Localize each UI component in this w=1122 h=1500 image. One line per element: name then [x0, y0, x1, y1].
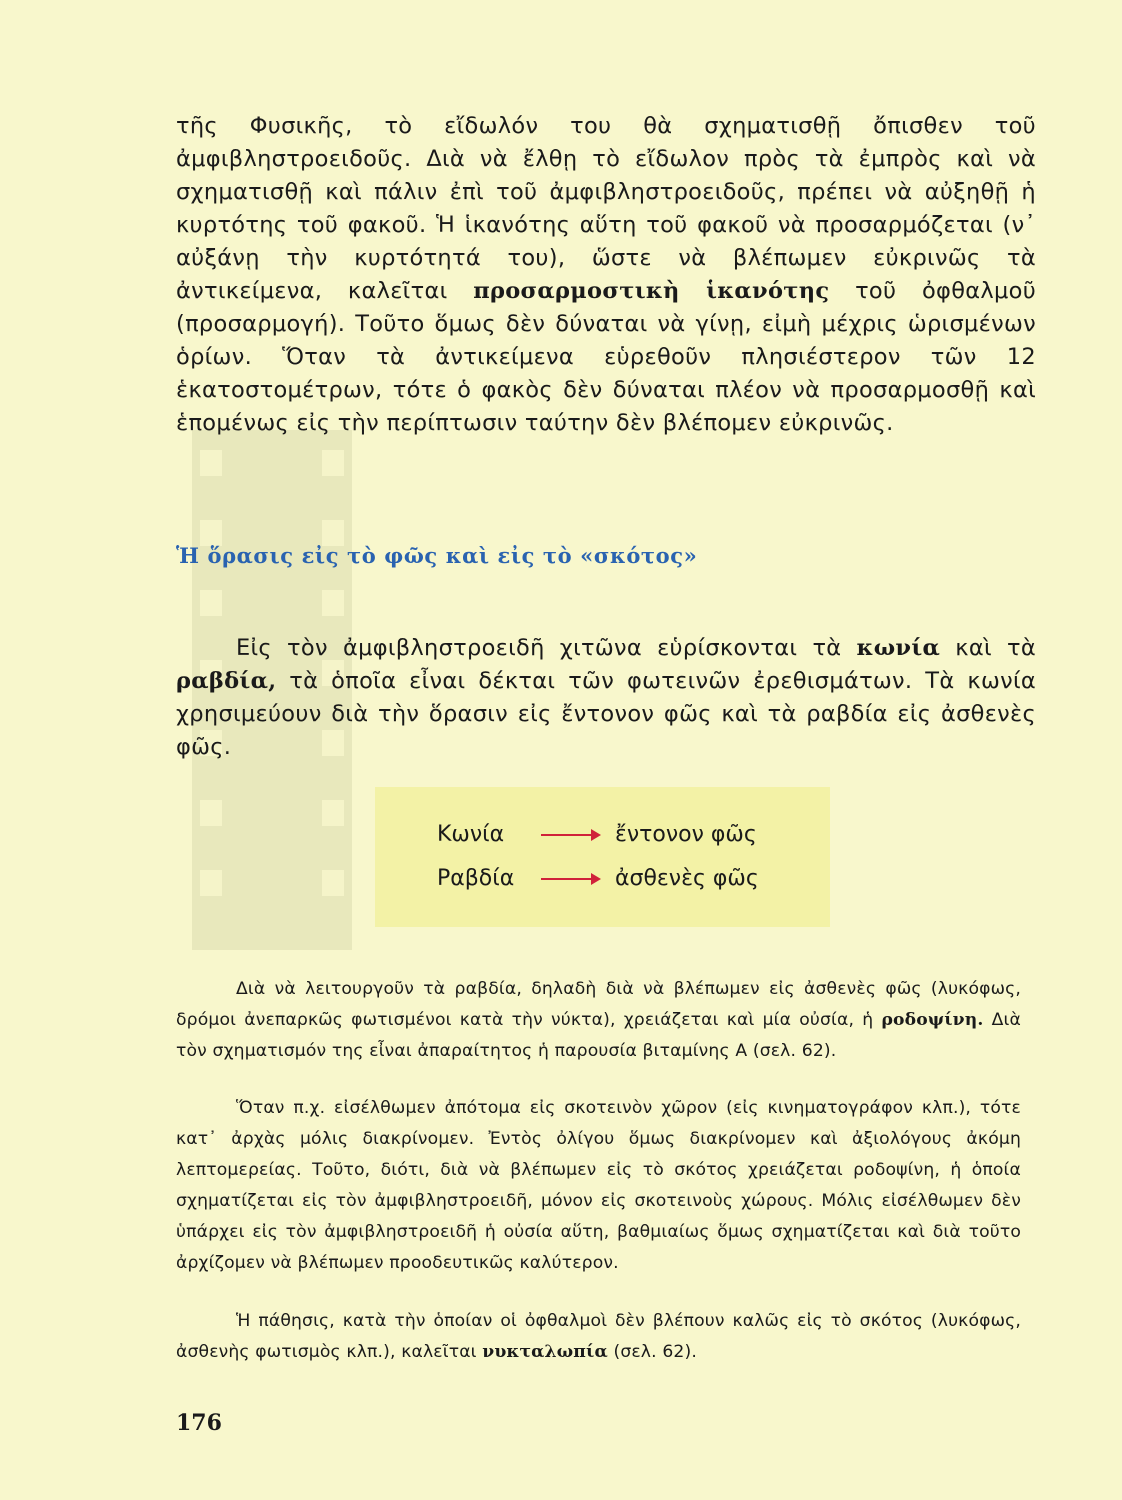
- scheme-term: Ραβδία: [437, 866, 515, 891]
- note-dark-adaptation: Ὅταν π.χ. εἰσέλθωμεν ἀπότομα εἰς σκοτεινὸν χῶρον (εἰς κινηματογράφον κλπ.), τότε κατ᾿ ἀρχὰς μόλις διακρίνομεν. Ἐντὸς ὀλίγου ὅμως διακρίνομεν καὶ ἀξιολόγους ἀκόμη λεπτομερείας. Τοῦτο, διότι, διὰ νὰ βλέπωμεν εἰς τὸ σκότος χρειάζεται ροδοψίνη, ἡ ὁποία σχηματίζεται εἰς τὸν ἀμφιβληστροειδῆ, μόνον εἰς σκοτεινοὺς χώρους. Μόλις εἰσέλθωμεν δὲν ὑπάρχει εἰς τὸν ἀμφιβληστροειδῆ ἡ οὐσία αὕτη, βαθμιαίως ὅμως σχηματίζεται καὶ διὰ τοῦτο ἀρχίζομεν νὰ βλέπωμεν προοδευτικῶς καλύτερον.: [176, 1098, 1021, 1274]
- note-rhodopsin: [176, 974, 1021, 1067]
- bold-term-cones: κωνία: [856, 634, 941, 661]
- page-number: 176: [176, 1410, 222, 1436]
- note-text: Ἡ πάθησις, κατὰ τὴν ὁποίαν οἱ ὀφθαλμοὶ δὲν βλέπουν καλῶς εἰς τὸ σκότος (λυκόφως, ἀσθενὴς φωτισμὸς κλπ.), καλεῖται: [176, 1311, 1021, 1363]
- note-text: (σελ. 62).: [607, 1342, 697, 1363]
- paragraph-text: τῆς Φυσικῆς, τὸ εἴδωλόν του θὰ σχηματισθῇ ὄπισθεν τοῦ ἀμφιβληστροειδοῦς. Διὰ νὰ ἔλθῃ τὸ εἴδωλον πρὸς τὰ ἐμπρὸς καὶ νὰ σχηματισθῇ καὶ πάλιν ἐπὶ τοῦ ἀμφιβληστροειδοῦς, πρέπει νὰ αὐξηθῇ ἡ κυρτότης τοῦ φακοῦ. Ἡ ἱκανότης αὕτη τοῦ φακοῦ νὰ προσαρμόζεται (ν᾿ αὐξάνῃ τὴν κυρτότητά του), ὥστε νὰ βλέπωμεν εὐκρινῶς τὰ ἀντικείμενα, καλεῖται: [176, 112, 1036, 304]
- note-night-blindness: [176, 1306, 1021, 1368]
- paragraph-text: καὶ τὰ: [940, 634, 1036, 661]
- note-text: Διὰ τὸν σχηματισμόν της εἶναι ἀπαραίτητος ἡ παρουσία βιταμίνης Α (σελ. 62).: [176, 1010, 1021, 1062]
- bold-term-accommodation: προσαρμοστικὴ ἱκανότης: [473, 277, 830, 304]
- arrow-right-icon: [541, 825, 601, 845]
- paragraph-cones-rods: [176, 632, 1036, 764]
- scheme-term: Κωνία: [437, 822, 505, 847]
- paragraph-text: τοῦ ὀφθαλμοῦ (προσαρμογή). Τοῦτο ὅμως δὲν δύναται νὰ γίνῃ, εἰμὴ μέχρις ὡρισμένων ὁρίων. Ὅταν τὰ ἀντικείμενα εὑρεθοῦν πλησιέστερον τῶν 12 ἑκατοστομέτρων, τότε ὁ φακὸς δὲν δύναται πλέον νὰ προσαρμοσθῇ καὶ ἑπομένως εἰς τὴν περίπτωσιν ταύτην δὲν βλέπομεν εὐκρινῶς.: [176, 277, 1037, 436]
- scheme-row: [437, 813, 857, 857]
- section-heading: Ἡ ὅρασις εἰς τὸ φῶς καὶ εἰς τὸ «σκότος»: [176, 543, 698, 568]
- paragraph-text: τὰ ὁποῖα εἶναι δέκται τῶν φωτεινῶν ἐρεθισμάτων. Τὰ κωνία χρησιμεύουν διὰ τὴν ὅρασιν εἰς ἔντονον φῶς καὶ τὰ ραβδία εἰς ἀσθενὲς φῶς.: [176, 667, 1036, 760]
- scheme-result: ἀσθενὲς φῶς: [615, 866, 759, 891]
- bold-term-rhodopsin: ροδοψίνη.: [881, 1010, 984, 1031]
- note-text: Διὰ νὰ λειτουργοῦν τὰ ραβδία, δηλαδὴ διὰ νὰ βλέπωμεν εἰς ἀσθενὲς φῶς (λυκόφως, δρόμοι ἀνεπαρκῶς φωτισμένοι κατὰ τὴν νύκτα), χρειάζεται καὶ μία οὐσία, ἡ: [176, 979, 1021, 1031]
- arrow-right-icon: [541, 869, 601, 889]
- scheme-row: [437, 857, 857, 901]
- scheme-result: ἔντονον φῶς: [615, 822, 757, 847]
- cones-rods-scheme: [437, 813, 857, 901]
- paragraph-accommodation: [176, 110, 1036, 440]
- paragraph-text: Εἰς τὸν ἀμφιβληστροειδῆ χιτῶνα εὑρίσκονται τὰ: [236, 634, 857, 661]
- bold-term-nyctalopia: νυκταλωπία: [482, 1342, 608, 1363]
- bold-term-rods: ραβδία,: [176, 667, 277, 694]
